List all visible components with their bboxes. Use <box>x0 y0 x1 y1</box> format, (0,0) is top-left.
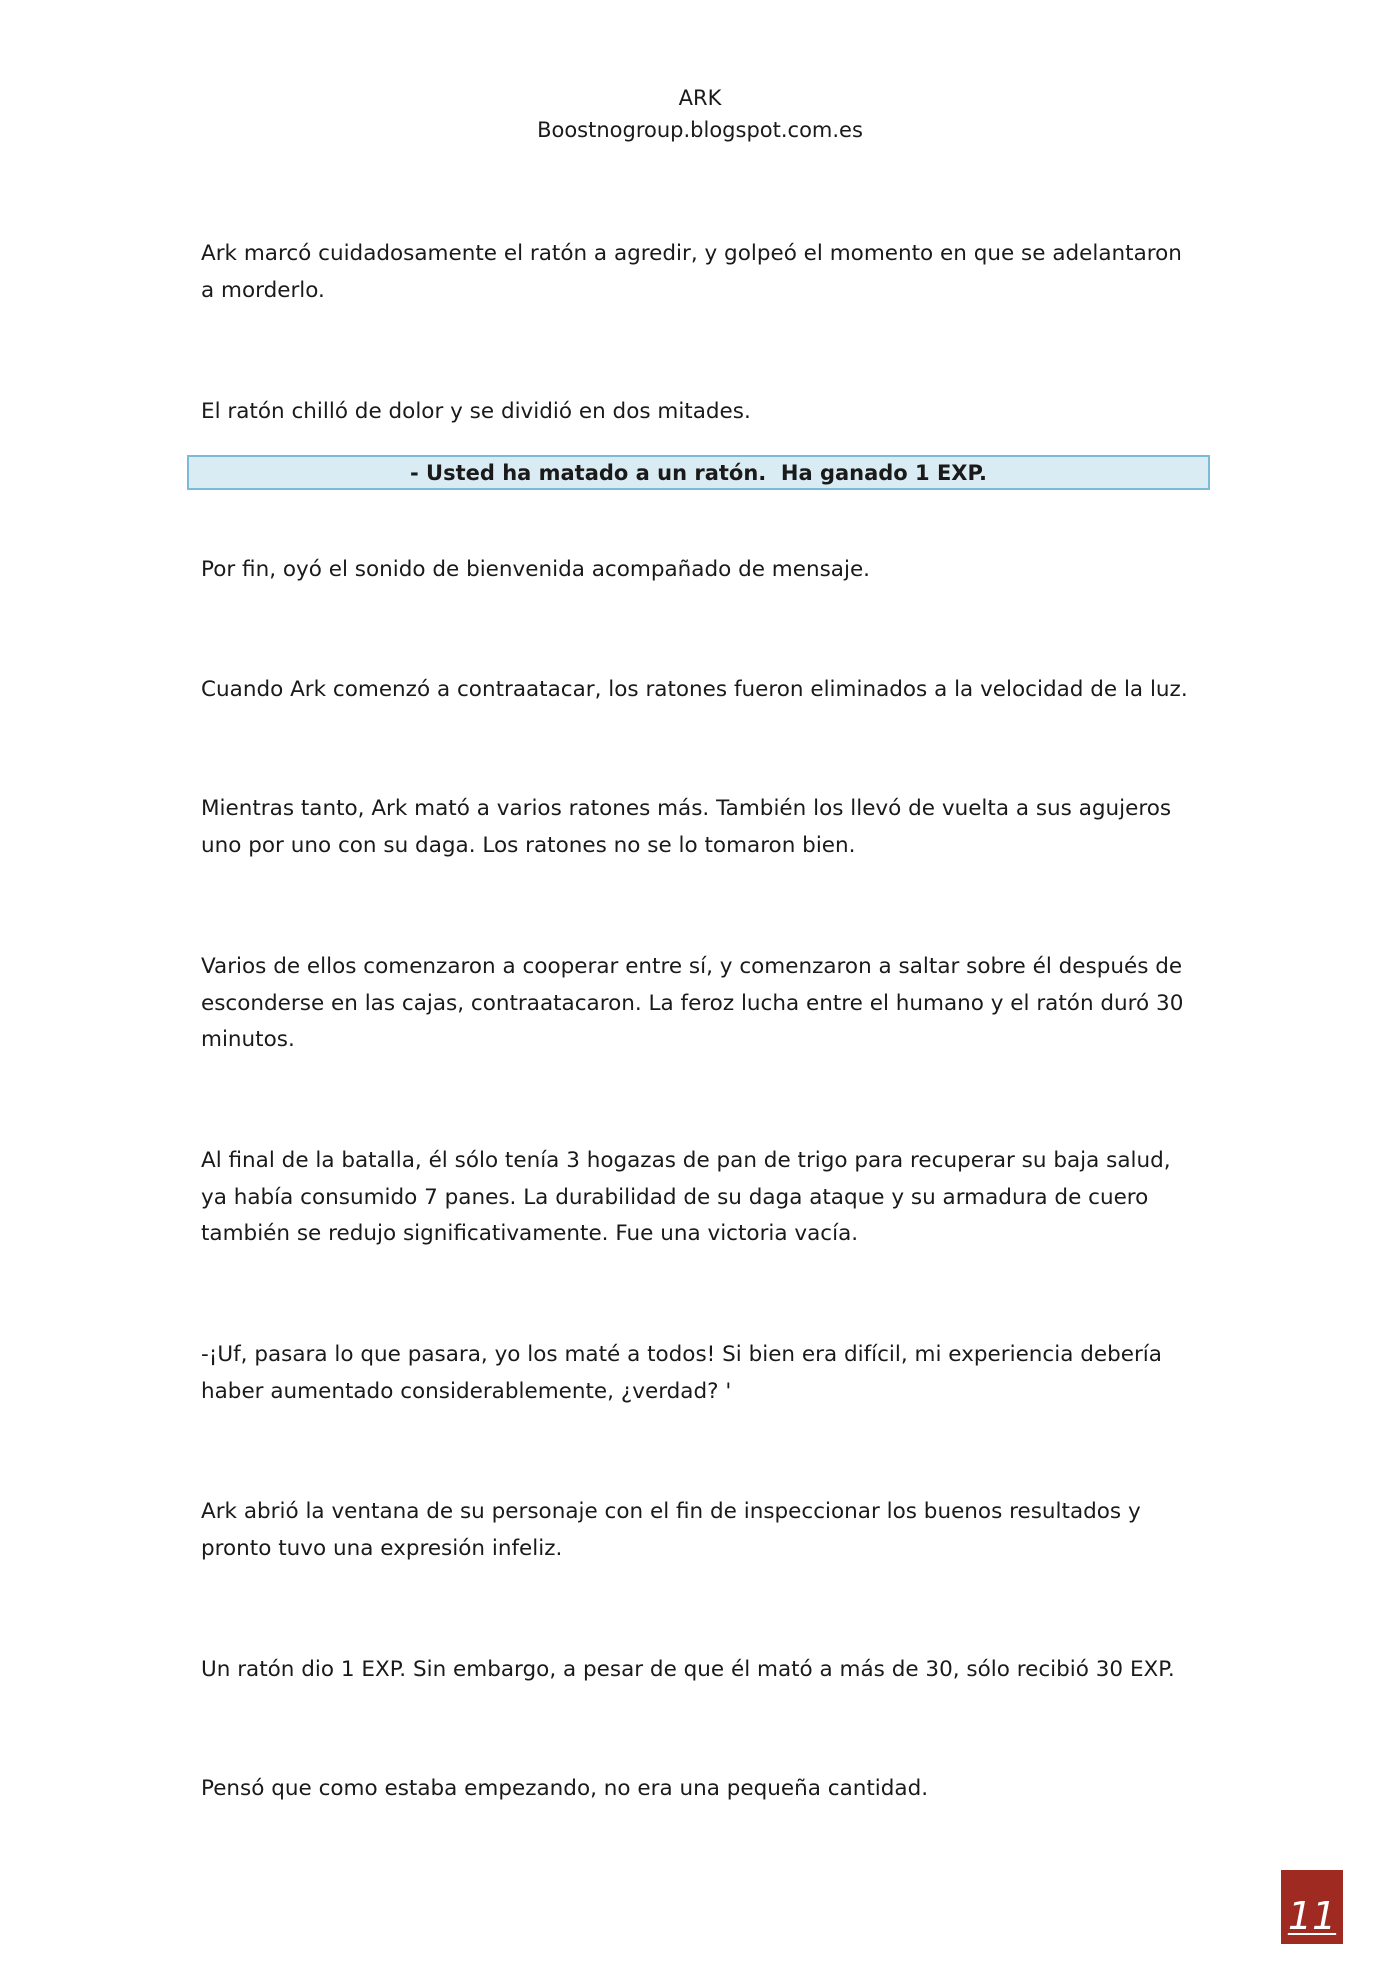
header-title: ARK <box>678 86 722 110</box>
page-header <box>0 82 1400 146</box>
paragraph: Al final de la batalla, él sólo tenía 3 hogazas de pan de trigo para recuperar su baja salud, ya había consumido 7 panes. La durabilidad de su daga ataque y su armadura de cuero también se redujo significativamente. Fue una victoria vacía. <box>201 1148 1171 1246</box>
page-number-badge <box>1281 1870 1343 1944</box>
header-subtitle: Boostnogroup.blogspot.com.es <box>537 118 863 142</box>
paragraph: Ark abrió la ventana de su personaje con el fin de inspeccionar los buenos resultados y pronto tuvo una expresión infeliz. <box>201 1499 1141 1561</box>
paragraph: -¡Uf, pasara lo que pasara, yo los maté a todos! Si bien era difícil, mi experiencia debería haber aumentado considerablemente, ¿verdad? ' <box>201 1342 1162 1404</box>
paragraph: Pensó que como estaba empezando, no era una pequeña cantidad. <box>201 1776 929 1801</box>
paragraph: Mientras tanto, Ark mató a varios ratones más. También los llevó de vuelta a sus agujeros uno por uno con su daga. Los ratones no se lo tomaron bien. <box>201 796 1172 858</box>
system-message-box: - Usted ha matado a un ratón. Ha ganado 1 EXP. <box>187 455 1210 490</box>
paragraph: Cuando Ark comenzó a contraatacar, los ratones fueron eliminados a la velocidad de la luz. <box>201 677 1188 702</box>
paragraph: Varios de ellos comenzaron a cooperar entre sí, y comenzaron a saltar sobre él después de esconderse en las cajas, contraatacaron. La feroz lucha entre el humano y el ratón duró 30 minutos. <box>201 954 1184 1052</box>
paragraph: El ratón chilló de dolor y se dividió en dos mitades. <box>201 399 751 424</box>
paragraph: Un ratón dio 1 EXP. Sin embargo, a pesar de que él mató a más de 30, sólo recibió 30 EXP. <box>201 1657 1175 1682</box>
paragraph: Ark marcó cuidadosamente el ratón a agredir, y golpeó el momento en que se adelantaron a morderlo. <box>201 241 1182 303</box>
paragraph: Por fin, oyó el sonido de bienvenida acompañado de mensaje. <box>201 557 871 582</box>
page-number: 11 <box>1287 1894 1337 1938</box>
